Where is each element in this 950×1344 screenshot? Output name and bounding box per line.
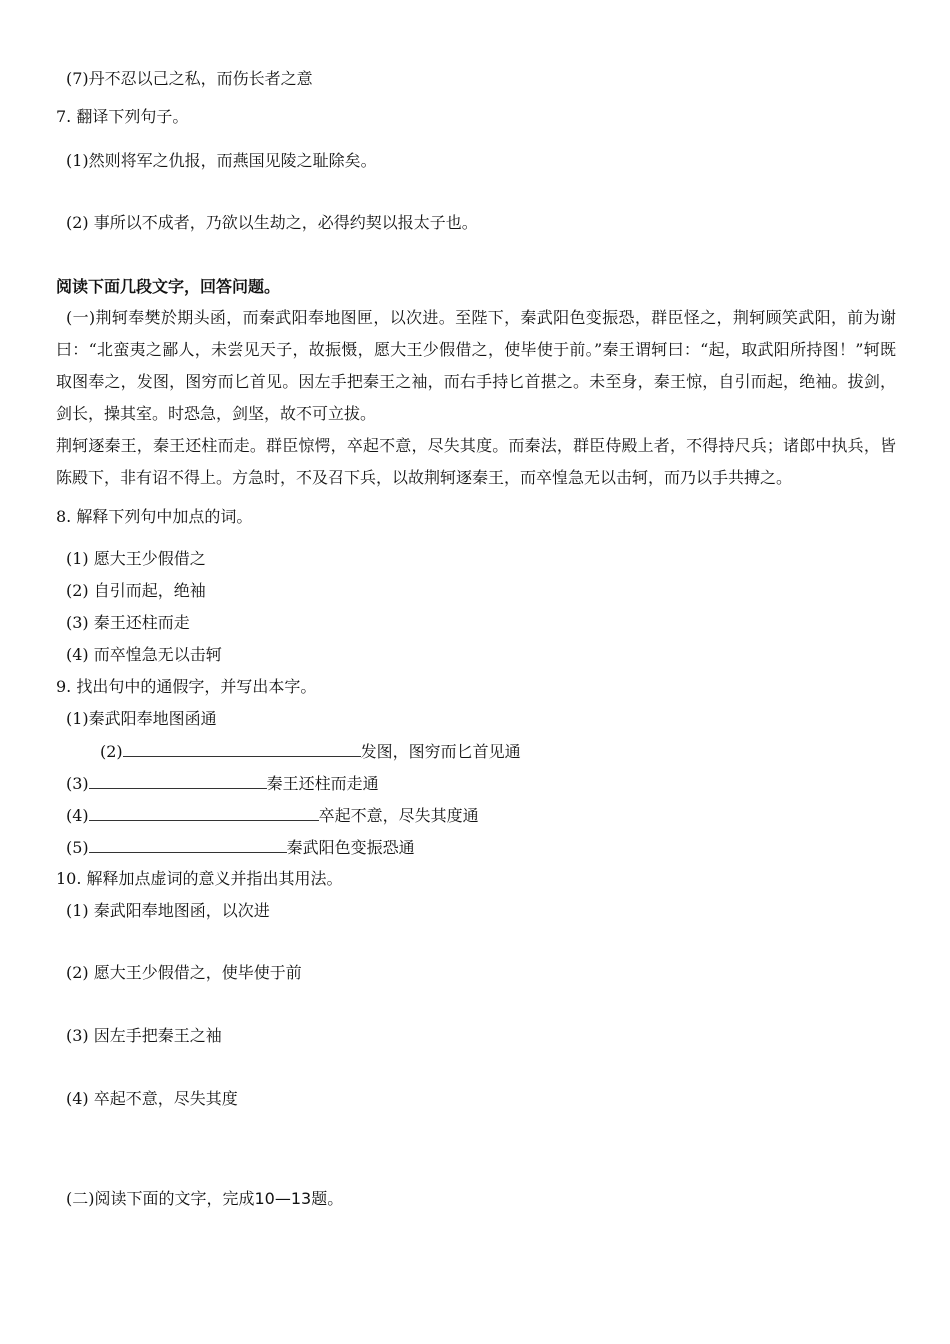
section-2-suffix: 题。 [311, 1189, 344, 1208]
q9-item-2-number: (2) [100, 742, 123, 761]
section-2-heading [66, 1188, 343, 1210]
q9-item-4-blank[interactable] [89, 804, 319, 821]
passage-paragraph-2: 荆轲逐秦王，秦王还柱而走。群臣惊愕，卒起不意，尽失其度。而秦法，群臣侍殿上者，不得持尺兵；诸郎中执兵，皆陈殿下，非有诏不得上。方急时，不及召下兵，以故荆轲逐秦王，而卒惶急无以击轲，而乃以手共搏之。 [56, 436, 896, 487]
q7-title: 7. 翻译下列句子。 [56, 107, 189, 126]
q6-item-7: (7)丹不忍以己之私，而伤长者之意 [66, 69, 313, 88]
q9-item-4 [66, 804, 479, 827]
section-instruction: 阅读下面几段文字，回答问题。 [56, 277, 281, 296]
q8-item-4: (4) 而卒惶急无以击轲 [66, 645, 222, 664]
q9-item-3-blank[interactable] [89, 772, 267, 789]
q9-item-3-text: 秦王还柱而走通 [266, 774, 379, 793]
q7-item-2: (2) 事所以不成者，乃欲以生劫之，必得约契以报太子也。 [66, 213, 478, 232]
q9-item-4-number: (4) [66, 806, 89, 825]
q9-item-2 [100, 740, 521, 763]
passage-paragraph-1: (一)荆轲奉樊於期头函，而秦武阳奉地图匣，以次进。至陛下，秦武阳色变振恐，群臣怪之，荆轲顾笑武阳，前为谢曰：“北蛮夷之鄙人，未尝见天子，故振慑，愿大王少假借之，使毕使于前。”秦王谓轲曰：“起，取武阳所持图！”轲既取图奉之，发图，图穷而匕首见。因左手把秦王之袖，而右手持匕首揕之。未至身，秦王惊，自引而起，绝袖。拔剑，剑长，操其室。时恐急，剑坚，故不可立拔。 [56, 308, 896, 423]
q9-item-5-number: (5) [66, 838, 89, 857]
q10-item-2: (2) 愿大王少假借之，使毕使于前 [66, 963, 302, 982]
q9-item-1 [66, 708, 217, 730]
q8-item-1: (1) 愿大王少假借之 [66, 549, 206, 568]
section-2-range: 10—13 [254, 1189, 312, 1208]
q9-item-5 [66, 836, 415, 859]
q10-item-3: (3) 因左手把秦王之袖 [66, 1026, 222, 1045]
q9-item-3-number: (3) [66, 774, 89, 793]
q9-item-2-text: 发图，图穷而匕首见通 [360, 742, 521, 761]
q9-item-5-blank[interactable] [89, 836, 287, 853]
q8-title: 8. 解释下列句中加点的词。 [56, 507, 253, 526]
q8-item-3: (3) 秦王还柱而走 [66, 613, 190, 632]
q9-item-5-text: 秦武阳色变振恐通 [286, 838, 415, 857]
q8-item-2: (2) 自引而起，绝袖 [66, 581, 206, 600]
q7-item-1: (1)然则将军之仇报，而燕国见陵之耻除矣。 [66, 151, 377, 170]
q10-item-4: (4) 卒起不意，尽失其度 [66, 1089, 238, 1108]
q9-item-1-number: (1) [66, 709, 89, 728]
q9-title: 9. 找出句中的通假字，并写出本字。 [56, 677, 317, 696]
q9-item-2-blank[interactable] [123, 740, 361, 757]
q10-item-1: (1) 秦武阳奉地图函，以次进 [66, 901, 270, 920]
q9-item-4-text: 卒起不意，尽失其度通 [318, 806, 479, 825]
q10-title: 10. 解释加点虚词的意义并指出其用法。 [56, 869, 343, 888]
section-2-prefix: (二)阅读下面的文字，完成 [66, 1189, 255, 1208]
q9-item-1-text: 秦武阳奉地图函通 [88, 709, 217, 728]
q9-item-3 [66, 772, 379, 795]
